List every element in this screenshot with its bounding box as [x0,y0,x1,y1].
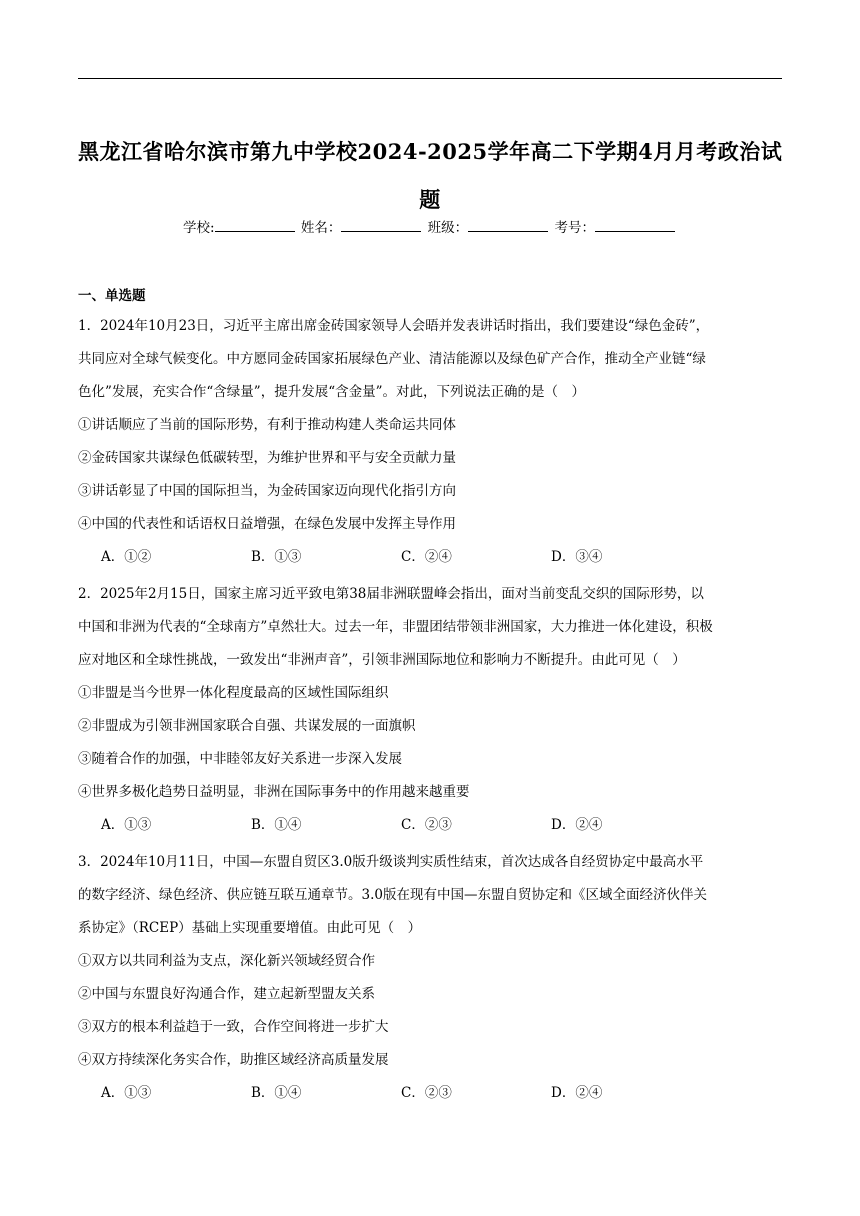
question-2 [78,578,784,842]
class-blank [468,219,548,232]
header-rule [78,78,782,79]
statement: ③讲话彰显了中国的国际担当，为金砖国家迈向现代化指引方向 [78,483,456,499]
option-c[interactable]: C．②③ [401,817,452,833]
statement: ①讲话顺应了当前的国际形势，有利于推动构建人类命运共同体 [78,417,456,433]
question-stem [78,578,784,677]
stem-line: 系协定》（RCEP）基础上实现重要增值。由此可见（ ） [78,920,422,936]
stem-line: 中国和非洲为代表的“全球南方”卓然壮大。过去一年，非盟团结带领非洲国家，大力推进一体化建设，积极 [78,619,713,635]
option-c[interactable]: C．②④ [401,549,452,565]
option-b[interactable]: B．①③ [251,549,302,565]
name-label: 姓名： [300,220,342,236]
answer-options [78,541,784,574]
class-label: 班级： [427,220,469,236]
question-stem [78,310,784,409]
statement: ①双方以共同利益为支点，深化新兴领域经贸合作 [78,953,375,969]
stem-line: 1．2024年10月23日，习近平主席出席金砖国家领导人会晤并发表讲话时指出，我们要建设“绿色金砖”， [78,318,710,334]
option-b[interactable]: B．①④ [251,817,302,833]
school-label: 学校: [183,220,215,236]
statement: ②金砖国家共谋绿色低碳转型，为维护世界和平与安全贡献力量 [78,450,456,466]
statement: ②非盟成为引领非洲国家联合自强、共谋发展的一面旗帜 [78,718,416,734]
question-3 [78,846,784,1110]
answer-options [78,1077,784,1110]
statement: ④中国的代表性和话语权日益增强，在绿色发展中发挥主导作用 [78,516,456,532]
stem-line: 2．2025年2月15日，国家主席习近平致电第38届非洲联盟峰会指出，面对当前变乱交织的国际形势，以 [78,586,704,602]
option-d[interactable]: D．②④ [551,817,603,833]
section-heading: 一、单选题 [78,288,146,304]
school-blank [215,219,295,232]
option-c[interactable]: C．②③ [401,1085,452,1101]
stem-line: 共同应对全球气候变化。中方愿同金砖国家拓展绿色产业、清洁能源以及绿色矿产合作，推动全产业链“绿 [78,351,706,367]
option-a[interactable]: A．①③ [101,1085,152,1101]
option-d[interactable]: D．③④ [551,549,603,565]
option-a[interactable]: A．①③ [101,817,152,833]
option-d[interactable]: D．②④ [551,1085,603,1101]
question-stem [78,846,784,945]
stem-line: 的数字经济、绿色经济、供应链互联互通章节。3.0版在现有中国—东盟自贸协定和《区域全面经济伙伴关 [78,887,707,903]
statement: ①非盟是当今世界一体化程度最高的区域性国际组织 [78,685,389,701]
statement: ③双方的根本利益趋于一致，合作空间将进一步扩大 [78,1019,389,1035]
title-line: 黑龙江省哈尔滨市第九中学校2024-2025学年高二下学期4月月考政治试 [78,139,783,164]
exam-title [78,128,782,224]
student-info-line [78,218,782,238]
option-b[interactable]: B．①④ [251,1085,302,1101]
answer-options [78,809,784,842]
statement: ②中国与东盟良好沟通合作，建立起新型盟友关系 [78,986,375,1002]
statement: ③随着合作的加强，中非睦邻友好关系进一步深入发展 [78,751,402,767]
name-blank [341,219,421,232]
option-a[interactable]: A．①② [101,549,152,565]
title-line: 题 [419,187,441,212]
stem-line: 色化”发展，充实合作“含绿量”，提升发展“含金量”。对此，下列说法正确的是（ ） [78,384,586,400]
question-1 [78,310,784,574]
statement: ④双方持续深化务实合作，助推区域经济高质量发展 [78,1052,389,1068]
exam-number-blank [595,219,675,232]
exam-number-label: 考号： [554,220,595,236]
stem-line: 应对地区和全球性挑战，一致发出“非洲声音”，引领非洲国际地位和影响力不断提升。由此可见（ ） [78,652,686,668]
statement: ④世界多极化趋势日益明显，非洲在国际事务中的作用越来越重要 [78,784,470,800]
stem-line: 3．2024年10月11日，中国—东盟自贸区3.0版升级谈判实质性结束，首次达成各自经贸协定中最高水平 [78,854,704,870]
